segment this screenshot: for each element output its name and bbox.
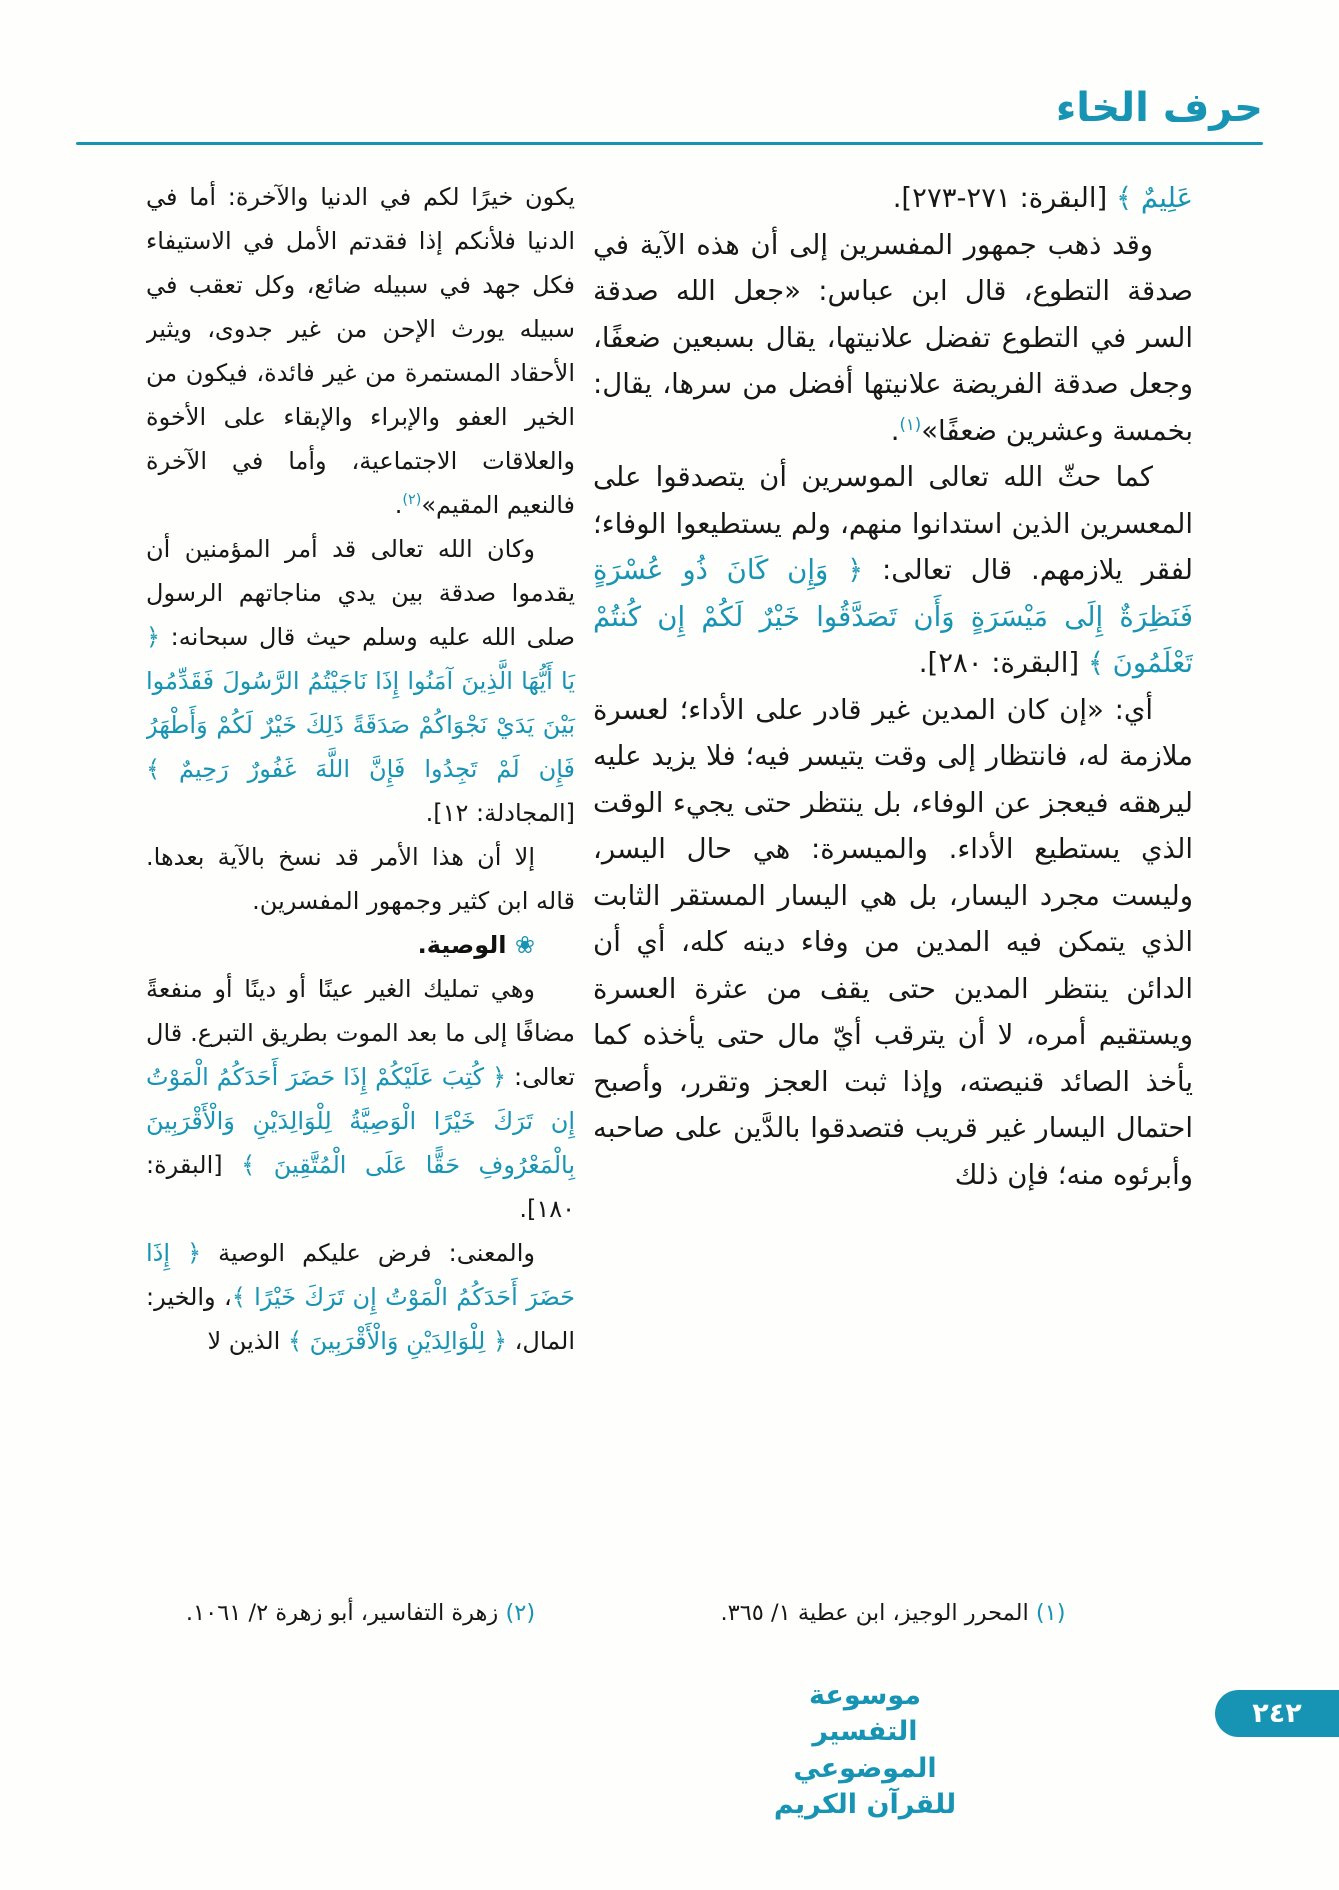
column-left (146, 175, 575, 1363)
paragraph (593, 175, 1193, 222)
text-run: والمعنى: فرض عليكم الوصية (201, 1239, 536, 1267)
text-run: [المجادلة: ١٢]. (425, 799, 575, 827)
page-header (0, 0, 1339, 145)
text-run: الذين لا (207, 1327, 288, 1355)
header-divider-rule (76, 142, 1263, 145)
footnote-1-text: المحرر الوجيز، ابن عطية ١/ ٣٦٥. (720, 1600, 1029, 1626)
section-heading (146, 923, 575, 967)
text-run: كما حثّ الله تعالى الموسرين أن يتصدقوا على المعسرين الذين استدانوا منهم، ولم يستطيعوا الوفاء؛ لفقر يلازمهم. قال تعالى: (593, 461, 1193, 586)
text-run: [البقرة: ٢٨٠]. (918, 647, 1088, 679)
footnote-2-number: (٢) (498, 1600, 536, 1626)
paragraph (146, 835, 575, 923)
quran-verse: ﴿ وَإِن كَانَ ذُو عُسْرَةٍ فَنَظِرَةٌ إِلَى مَيْسَرَةٍ وَأَن تَصَدَّقُوا خَيْرٌ لَكُمْ إِن كُنتُمْ تَعْلَمُونَ ﴾ (593, 554, 1193, 679)
paragraph (593, 687, 1193, 1199)
column-right (593, 175, 1193, 1198)
text-run: [البقرة: ١٨٠]. (146, 1151, 575, 1223)
text-run: وكان الله تعالى قد أمر المؤمنين أن يقدموا صدقة بين يدي مناجاتهم الرسول صلى الله عليه وسلم حيث قال سبحانه: (146, 535, 575, 651)
page-number: ٢٤٢ (1252, 1698, 1302, 1729)
heading-text: الوصية. (417, 931, 507, 959)
footnote-1 (593, 1596, 1193, 1630)
text-run: وقد ذهب جمهور المفسرين إلى أن هذه الآية في صدقة التطوع، قال ابن عباس: «جعل الله صدقة السر في التطوع تفضل علانيتها، يقال بسبعين ضعفًا، وجعل صدقة الفريضة علانيتها أفضل من سرها، يقال: بخمسة وعشرين ضعفًا» (593, 228, 1193, 447)
quran-verse: ﴿ كُتِبَ عَلَيْكُمْ إِذَا حَضَرَ أَحَدَكُمُ الْمَوْتُ إِن تَرَكَ خَيْرًا الْوَصِيَّةُ لِلْوَالِدَيْنِ وَالْأَقْرَبِينَ بِالْمَعْرُوفِ حَقًّا عَلَى الْمُتَّقِينَ ﴾ (146, 1063, 575, 1179)
text-run: أي: «إن كان المدين غير قادر على الأداء؛ لعسرة ملازمة له، فانتظار إلى وقت يتيسر فيه؛ فلا يزيد عليه ليرهقه فيعجز عن الوفاء، بل ينتظر حتى يجيء الوقت الذي يستطيع الأداء. والميسرة: هي حال اليسر، وليست مجرد اليسار، بل هي اليسار المستقر الثابت الذي يتمكن فيه المدين من وفاء دينه كله، أي أن الدائن ينتظر المدين حتى يقف من عثرة العسرة ويستقيم أمره، لا أن يترقب أيّ مال حتى يأخذه كما يأخذ الصائد قنيصته، وإذا ثبت العجز وتقرر، وأصبح احتمال اليسار غير قريب فتصدقوا بالدَّين على صاحبه وأبرئوه منه؛ فإن ذلك (593, 693, 1193, 1191)
florette-icon: ❀ (506, 931, 535, 959)
text-columns (146, 175, 1193, 1567)
text-run: يكون خيرًا لكم في الدنيا والآخرة: أما في الدنيا فلأنكم إذا فقدتم الأمل في الاستيفاء فكل جهد في سبيله ضائع، وكل تعقب في سبيله يورث الإحن من غير جدوى، ويثير الأحقاد المستمرة من غير فائدة، فيكون من الخير العفو والإبراء والإبقاء على الأخوة والعلاقات الاجتماعية، وأما في الآخرة فالنعيم المقيم» (146, 183, 575, 519)
publisher-logo-calligraphy: موسوعة التفسير الموضوعي للقرآن الكريم (773, 1680, 957, 1821)
page-number-badge (1215, 1690, 1339, 1737)
paragraph (146, 175, 575, 527)
paragraph (146, 967, 575, 1231)
footnote-marker: (١) (899, 414, 922, 434)
footnote-1-number: (١) (1028, 1600, 1066, 1626)
footnote-2-text: زهرة التفاسير، أبو زهرة ٢/ ١٠٦١. (185, 1600, 499, 1626)
paragraph (146, 527, 575, 835)
text-run: وهي تمليك الغير عينًا أو دينًا أو منفعةً مضافًا إلى ما بعد الموت بطريق التبرع. قال تعالى: (146, 975, 575, 1091)
paragraph (593, 222, 1193, 455)
text-run: ، والخير: المال، (146, 1283, 575, 1355)
text-run: . (394, 491, 403, 519)
quran-verse: عَلِيمٌ ﴾ (1116, 182, 1193, 214)
paragraph (146, 1231, 575, 1363)
section-title-calligraphy: حرف الخاء (1055, 85, 1263, 131)
text-run: إلا أن هذا الأمر قد نسخ بالآية بعدها. قاله ابن كثير وجمهور المفسرين. (146, 843, 575, 915)
footnote-2 (146, 1596, 575, 1630)
quran-verse: ﴿ لِلْوَالِدَيْنِ وَالْأَقْرَبِينَ ﴾ (287, 1327, 508, 1355)
text-run: . (890, 414, 900, 447)
quran-verse: ﴿ إِذَا حَضَرَ أَحَدَكُمُ الْمَوْتُ إِن تَرَكَ خَيْرًا ﴾ (146, 1239, 575, 1311)
footnotes (146, 1596, 1193, 1630)
quran-verse: ﴿ يَا أَيُّهَا الَّذِينَ آمَنُوا إِذَا نَاجَيْتُمُ الرَّسُولَ فَقَدِّمُوا بَيْنَ يَدَيْ نَجْوَاكُمْ صَدَقَةً ذَلِكَ خَيْرٌ لَكُمْ وَأَطْهَرُ فَإِن لَمْ تَجِدُوا فَإِنَّ اللَّهَ غَفُورٌ رَحِيمٌ ﴾ (146, 623, 575, 783)
footnote-marker: (٢) (402, 492, 422, 508)
paragraph (593, 454, 1193, 687)
text-run: [البقرة: ٢٧١-٢٧٣]. (892, 182, 1117, 214)
